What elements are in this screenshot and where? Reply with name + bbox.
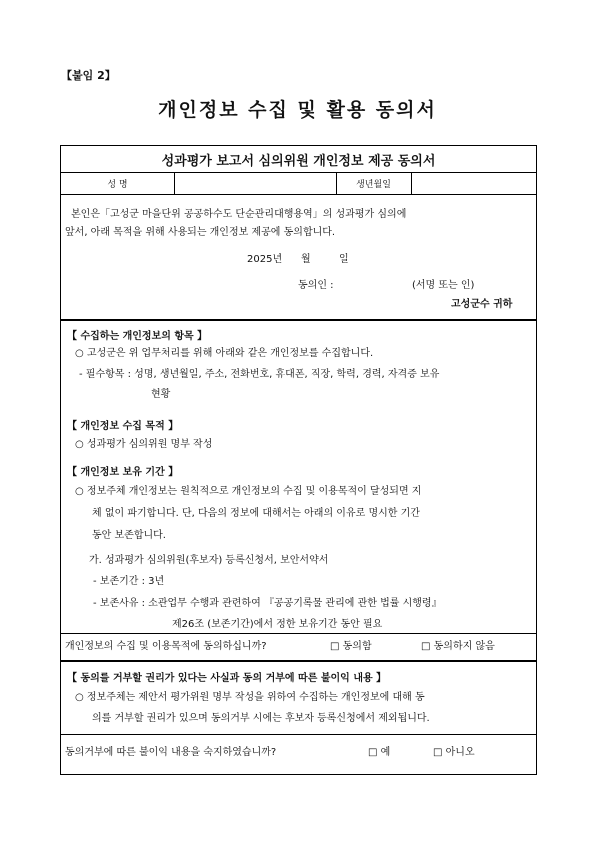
intro-text-line: 앞서, 아래 목적을 위해 사용되는 개인정보 제공에 동의합니다. [65, 227, 336, 238]
page-title: 개인정보 수집 및 활용 동의서 [158, 99, 437, 121]
name-label: 성 명 [107, 180, 128, 190]
consenter-label: 동의인 : [298, 280, 334, 291]
no-checkbox[interactable]: □ 아니오 [433, 747, 475, 758]
name-field[interactable] [175, 173, 335, 193]
section-title-collect: 【 수집하는 개인정보의 항목 】 [67, 331, 208, 342]
required-items-cont: 현황 [151, 389, 171, 400]
retention-text: 체 없이 파기합니다. 단, 다음의 정보에 대해서는 아래의 이유로 명시한 기간 [92, 508, 420, 519]
section-title-retention: 【 개인정보 보유 기간 】 [67, 467, 179, 478]
consent-question: 개인정보의 수집 및 이용목적에 동의하십니까? [65, 641, 267, 652]
birth-field[interactable] [412, 173, 535, 193]
retention-reason-cont: 제26조 (보존기간)에서 정한 보유기간 동안 필요 [172, 619, 383, 630]
disagree-checkbox[interactable]: □ 동의하지 않음 [421, 641, 495, 652]
birth-label: 생년월일 [356, 180, 391, 190]
retention-reason: - 보존사유 : 소관업무 수행과 관련하여 『공공기록물 관리에 관한 법률 시행령』 [93, 598, 442, 609]
refusal-question: 동의거부에 따른 불이익 내용을 숙지하였습니까? [65, 747, 277, 758]
attachment-label: 【붙임 2】 [61, 69, 116, 82]
retention-text: ○ 정보주체 개인정보는 원칙적으로 개인정보의 수집 및 이용목적이 달성되면 지 [75, 486, 422, 497]
refusal-text: ○ 정보주체는 제안서 평가위원 명부 작성을 위하여 수집하는 개인정보에 대해 동 [75, 692, 425, 703]
form-title: 성과평가 보고서 심의위원 개인정보 제공 동의서 [161, 154, 436, 169]
date-day: 일 [339, 254, 349, 265]
retention-item: 가. 성과평가 심의위원(후보자) 등록신청서, 보안서약서 [89, 555, 329, 566]
section-title-refusal: 【 동의를 거부할 권리가 있다는 사실과 동의 거부에 따른 불이익 내용 】 [67, 673, 387, 684]
refusal-text: 의를 거부할 권리가 있으며 동의거부 시에는 후보자 등록신청에서 제외됩니다. [92, 713, 430, 724]
date-year: 2025년 [247, 254, 283, 265]
intro-text-line: 본인은「고성군 마을단위 공공하수도 단순관리대행용역」의 성과평가 심의에 [71, 209, 407, 220]
date-month: 월 [301, 254, 311, 265]
required-items: - 필수항목 : 성명, 생년월일, 주소, 전화번호, 휴대폰, 직장, 학력, 경력, 자격증 보유 [79, 369, 440, 380]
retention-period: - 보존기간 : 3년 [93, 576, 165, 587]
consent-form [60, 145, 537, 775]
purpose-text: ○ 성과평가 심의위원 명부 작성 [75, 439, 213, 450]
collect-text: ○ 고성군은 위 업무처리를 위해 아래와 같은 개인정보를 수집합니다. [75, 348, 374, 359]
agree-checkbox[interactable]: □ 동의함 [330, 641, 372, 652]
yes-checkbox[interactable]: □ 예 [368, 747, 391, 758]
retention-text: 동안 보존합니다. [92, 530, 166, 541]
signature-note: (서명 또는 인) [412, 280, 475, 291]
section-title-purpose: 【 개인정보 수집 목적 】 [67, 421, 179, 432]
recipient: 고성군수 귀하 [451, 299, 513, 310]
